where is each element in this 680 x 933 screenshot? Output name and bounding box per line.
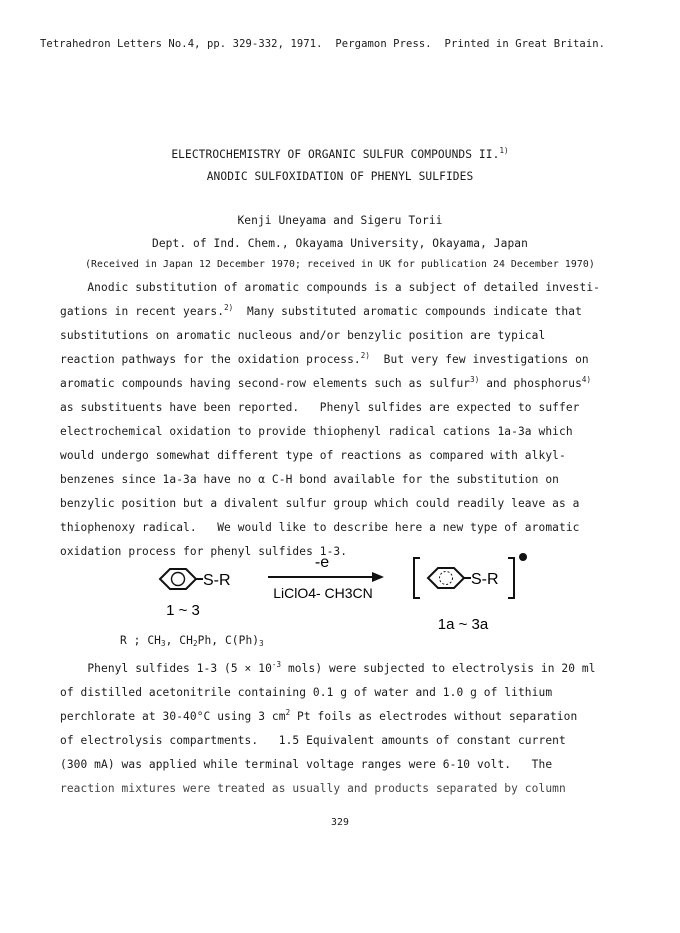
para1-line2: gations in recent years.$^{2)}$ Many substituted aromatic compounds indicate that	[60, 303, 582, 318]
para1-line9: benzenes since 1a-3a have no α C-H bond available for the substitution on	[60, 473, 559, 486]
paper-title-line2: ANODIC SULFOXIDATION OF PHENYL SULFIDES	[206, 170, 474, 183]
citation-4: 4)	[581, 375, 592, 384]
product-benzene-ring-icon	[428, 568, 464, 588]
para1-line11: thiophenoxy radical. We would like to describe here a new type of aromatic	[60, 521, 580, 534]
title-reference: 1)	[499, 146, 509, 155]
page-number: 329	[331, 817, 349, 828]
para2-line1: Phenyl sulfides 1-3 ($5 \times 10^{-3}$ mols) were subjected to electrolysis in 20 ml	[60, 660, 596, 675]
received-dates: (Received in Japan 12 December 1970; received in UK for publication 24 December 1970)	[85, 259, 595, 270]
para1-line6: as substituents have been reported. Phenyl sulfides are expected to suffer	[60, 401, 580, 414]
para2-line4: of electrolysis compartments. 1.5 Equivalent amounts of constant current	[60, 734, 566, 747]
arrow-top-label: -e	[314, 554, 330, 571]
reactant-benzene-ring-icon	[160, 569, 196, 589]
citation-3: 3)	[470, 375, 480, 384]
r-group-definition: R ; $CH_3$, $CH_2Ph$, $C(Ph)_3$	[120, 634, 264, 648]
para2-line2: of distilled acetonitrile containing 0.1 g of water and 1.0 g of lithium	[60, 686, 553, 699]
reactant-group: S-R	[203, 572, 231, 589]
para2-line3: perchlorate at 30-40°C using 3 $cm^2$ Pt foils as electrodes without separation	[60, 708, 578, 723]
journal-header: Tetrahedron Letters No.4, pp. 329-332, 1971. Pergamon Press. Printed in Great Britain.	[40, 38, 606, 50]
para2-line6: reaction mixtures were treated as usually and products separated by column	[60, 782, 566, 795]
reaction-scheme	[0, 552, 680, 652]
right-bracket-icon	[508, 558, 514, 598]
authors: Kenji Uneyama and Sigeru Torii	[237, 214, 443, 227]
affiliation: Dept. of Ind. Chem., Okayama University, Okayama, Japan	[152, 237, 528, 250]
arrow-bottom-label: LiClO4- CH3CN	[273, 585, 373, 601]
radical-dot-icon	[519, 553, 527, 561]
title-text: ELECTROCHEMISTRY OF ORGANIC SULFUR COMPOUNDS II.	[171, 148, 500, 161]
citation-2b: 2)	[360, 351, 370, 360]
para1-line12: oxidation process for phenyl sulfides 1-3.	[60, 545, 348, 558]
para1-line8: would undergo somewhat different type of reactions as compared with alkyl-	[60, 449, 566, 462]
para1-line5: aromatic compounds having second-row elements such as sulfur$^{3)}$ and phosphorus$^{4)}$	[60, 375, 592, 390]
reaction-arrow-head-icon	[372, 572, 384, 582]
para1-line4: reaction pathways for the oxidation process.$^{2)}$ But very few investigations on	[60, 351, 589, 366]
para1-line7: electrochemical oxidation to provide thiophenyl radical cations 1a-3a which	[60, 425, 573, 438]
para1-line3: substitutions on aromatic nucleous and/or benzylic position are typical	[60, 329, 546, 342]
reactant-label: 1 ~ 3	[166, 602, 200, 619]
left-bracket-icon	[414, 558, 420, 598]
para1-line1: Anodic substitution of aromatic compounds is a subject of detailed investi-	[60, 281, 600, 294]
product-label: 1a ~ 3a	[437, 616, 489, 633]
para2-line5: (300 mA) was applied while terminal voltage ranges were 6-10 volt. The	[60, 758, 553, 771]
product-group: S-R	[471, 571, 499, 588]
citation-2: 2)	[224, 303, 234, 312]
para1-line10: benzylic position but a divalent sulfur group which could readily leave as a	[60, 497, 580, 510]
paper-title-line1	[0, 148, 680, 161]
